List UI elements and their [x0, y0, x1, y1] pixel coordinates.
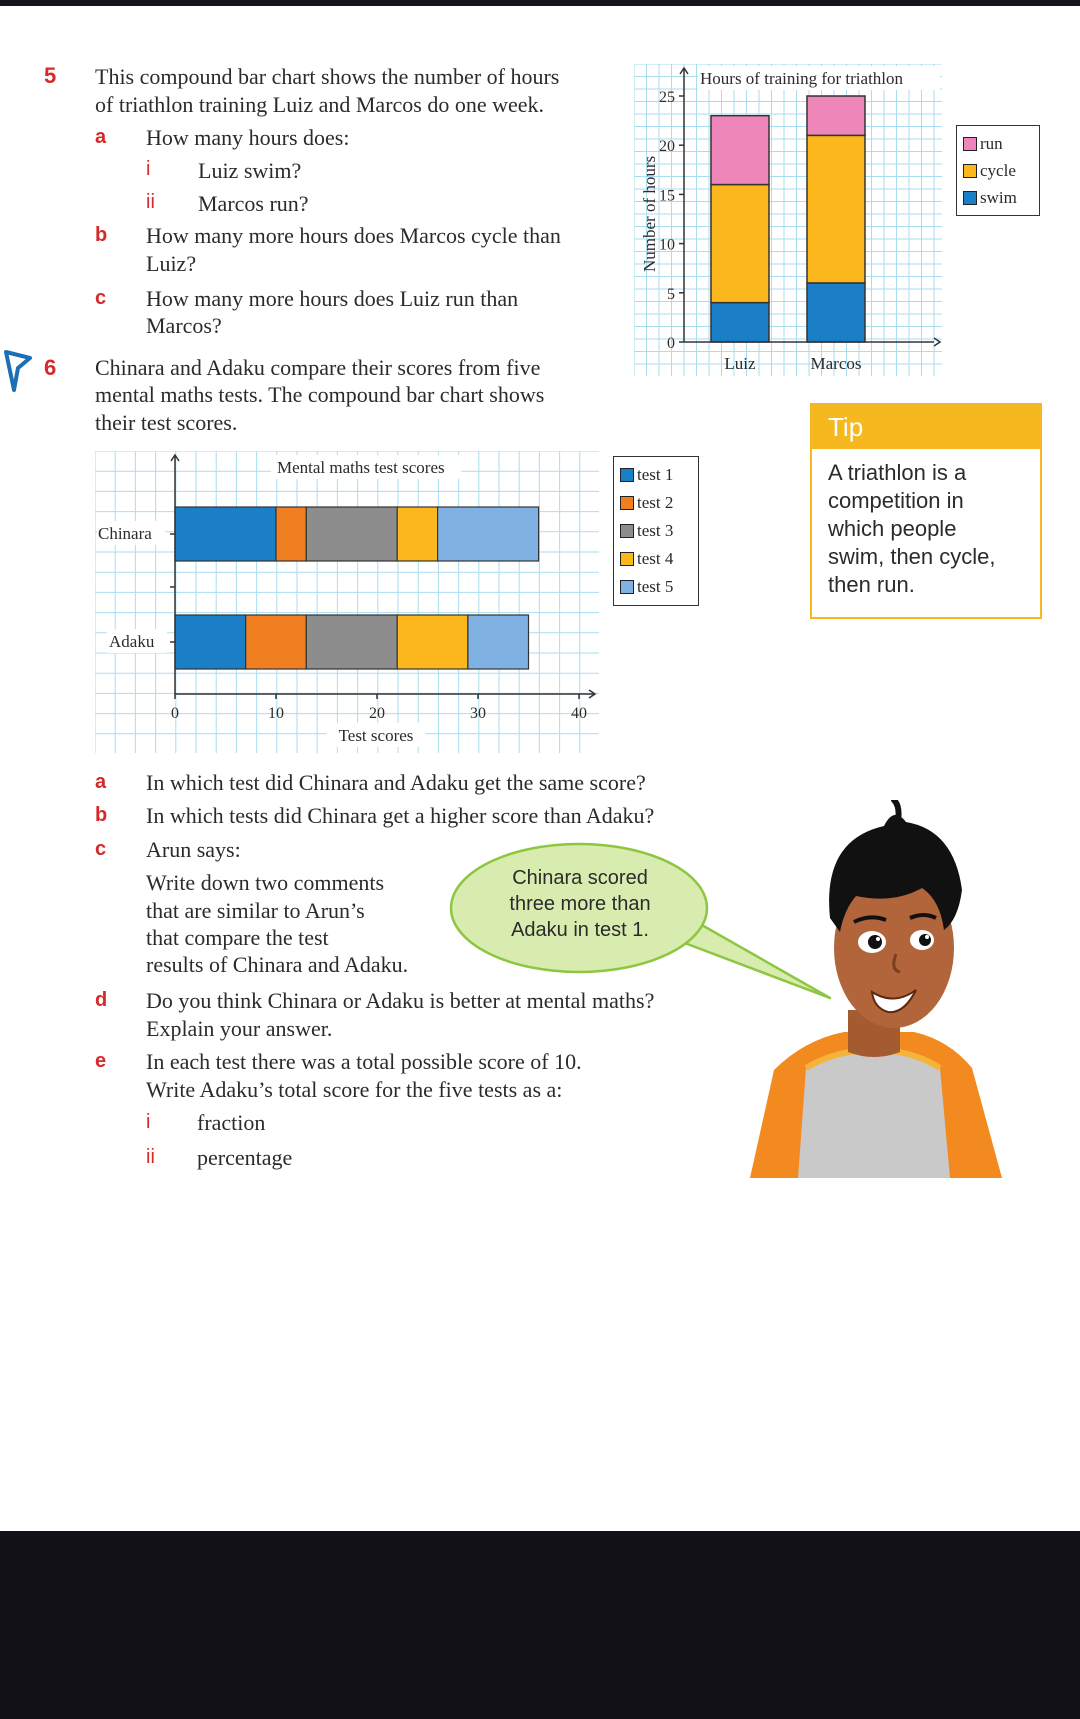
tip-title: Tip: [812, 405, 1040, 449]
mental-maths-category-adaku: Adaku: [109, 632, 155, 651]
q6-c-text: Arun says:: [146, 837, 241, 862]
triathlon-chart: [634, 64, 942, 376]
q6-e-ii-text: percentage: [197, 1145, 293, 1170]
q6-c-line3: that compare the test: [146, 925, 329, 950]
q5-a-i-text: Luiz swim?: [198, 158, 302, 183]
mental-maths-category-chinara: Chinara: [98, 524, 152, 543]
bar-adaku-test2: [246, 615, 307, 669]
y-tick-label: 10: [659, 236, 675, 254]
q6-b-label: b: [95, 804, 108, 826]
q6-c-label: c: [95, 838, 107, 860]
speech-line2: three more than: [509, 893, 651, 915]
cycle-swatch: [963, 164, 977, 178]
speech-line1: Chinara scored: [512, 867, 648, 889]
tip-line2: competition in: [828, 488, 964, 513]
bar-marcos-swim: [807, 283, 865, 342]
bar-adaku-test5: [468, 615, 529, 669]
arun-illustration: [744, 800, 1006, 1178]
tip-line1: A triathlon is a: [828, 460, 967, 485]
legend-label-test1: test 1: [637, 465, 674, 484]
q6-e-label: e: [95, 1050, 107, 1072]
speech-bubble-text: [470, 865, 690, 943]
q5-b-label: b: [95, 224, 108, 246]
test2-swatch: [620, 496, 634, 510]
x-tick-label: 20: [369, 705, 385, 722]
q6-intro-line2: mental maths tests. The compound bar chart shows: [95, 382, 545, 407]
q6-d-line1: Do you think Chinara or Adaku is better at mental maths?: [146, 988, 655, 1013]
q5-a-ii-text: Marcos run?: [198, 191, 309, 216]
bar-luiz-cycle: [711, 185, 769, 303]
triathlon-category-luiz: Luiz: [724, 354, 756, 373]
tip-line3: which people: [828, 516, 957, 541]
q6-e-line1: In each test there was a total possible score of 10.: [146, 1049, 582, 1074]
test4-swatch: [620, 552, 634, 566]
swim-swatch: [963, 191, 977, 205]
q6-a-label: a: [95, 771, 107, 793]
bar-marcos-cycle: [807, 135, 865, 283]
bar-chinara-test4: [397, 507, 437, 561]
mental-maths-chart-svg: [95, 451, 599, 753]
q6-e-i-text: fraction: [197, 1110, 266, 1135]
legend-label-test5: test 5: [637, 577, 674, 596]
x-tick-label: 30: [470, 705, 486, 722]
q5-a-ii-label: ii: [146, 191, 155, 213]
bar-adaku-test4: [397, 615, 468, 669]
q6-d-label: d: [95, 989, 108, 1011]
triathlon-title: Hours of training for triathlon: [700, 69, 904, 88]
q5-a-label: a: [95, 126, 107, 148]
q6-c-line1: Write down two comments: [146, 870, 385, 895]
bar-adaku-test3: [306, 615, 397, 669]
q6-c-line2: that are similar to Arun’s: [146, 898, 365, 923]
q6-b-text: In which tests did Chinara get a higher score than Adaku?: [146, 803, 655, 828]
q5-intro-line2: of triathlon training Luiz and Marcos do one week.: [95, 92, 545, 117]
y-tick-label: 5: [667, 285, 675, 303]
triathlon-chart-svg: [634, 64, 942, 376]
y-tick-label: 0: [667, 335, 675, 352]
test1-swatch: [620, 468, 634, 482]
mental-maths-axes: [170, 455, 595, 722]
triathlon-bars: [711, 96, 865, 342]
q6-a-text: In which test did Chinara and Adaku get the same score?: [146, 770, 646, 795]
x-tick-label: 0: [171, 705, 179, 722]
bar-chinara-test5: [438, 507, 539, 561]
mental-maths-bars: [175, 507, 539, 669]
legend-label-run: run: [980, 134, 1003, 153]
y-tick-label: 15: [659, 187, 675, 205]
legend-item-test2: [620, 489, 692, 517]
extension-flag-icon: [4, 350, 32, 392]
legend-item-test1: [620, 461, 692, 489]
q5-c-line2: Marcos?: [146, 313, 222, 338]
test5-swatch: [620, 580, 634, 594]
x-tick-label: 10: [268, 705, 284, 722]
q5-c-label: c: [95, 287, 107, 309]
triathlon-category-marcos: Marcos: [810, 354, 862, 373]
q6-e-ii-label: ii: [146, 1146, 155, 1168]
legend-label-test4: test 4: [637, 549, 674, 568]
q6-c-line4: results of Chinara and Adaku.: [146, 952, 409, 977]
triathlon-grid: [634, 64, 942, 376]
bar-luiz-swim: [711, 303, 769, 342]
q5-b-line1: How many more hours does Marcos cycle than: [146, 223, 561, 248]
question-5-number: 5: [44, 63, 57, 88]
tip-line4: swim, then cycle,: [828, 544, 996, 569]
test3-swatch: [620, 524, 634, 538]
tip-line5: then run.: [828, 572, 915, 597]
triathlon-axes: [659, 68, 940, 352]
q5-a-text: How many hours does:: [146, 125, 350, 150]
legend-item-test4: [620, 545, 692, 573]
bar-marcos-run: [807, 96, 865, 135]
legend-item-cycle: [963, 157, 1033, 184]
q6-intro-line1: Chinara and Adaku compare their scores from five: [95, 355, 541, 380]
y-tick-label: 25: [659, 89, 675, 106]
legend-label-cycle: cycle: [980, 161, 1016, 180]
question-6-number: 6: [44, 355, 57, 380]
bar-chinara-test3: [306, 507, 397, 561]
bar-chinara-test1: [175, 507, 276, 561]
q5-intro-line1: This compound bar chart shows the number of hours: [95, 64, 560, 89]
legend-item-run: [963, 130, 1033, 157]
arun-grey-vest: [798, 1046, 950, 1178]
bar-luiz-run: [711, 116, 769, 185]
triathlon-y-label: Number of hours: [640, 155, 659, 272]
mental-maths-title: Mental maths test scores: [277, 458, 445, 477]
mental-maths-chart: [95, 451, 599, 753]
bar-chinara-test2: [276, 507, 306, 561]
x-tick-label: 40: [571, 705, 587, 722]
legend-label-test2: test 2: [637, 493, 674, 512]
legend-label-swim: swim: [980, 188, 1017, 207]
q6-intro-line3: their test scores.: [95, 410, 238, 435]
triathlon-legend: [956, 125, 1040, 216]
tip-box: [810, 403, 1042, 619]
mental-maths-x-label: Test scores: [338, 726, 414, 745]
q6-e-line2: Write Adaku’s total score for the five tests as a:: [146, 1077, 563, 1102]
speech-line3: Adaku in test 1.: [511, 919, 649, 941]
y-tick-label: 20: [659, 138, 675, 156]
bottom-bar: [0, 1531, 1080, 1719]
legend-item-test5: [620, 573, 692, 601]
q6-d-line2: Explain your answer.: [146, 1016, 333, 1041]
run-swatch: [963, 137, 977, 151]
tip-body: [812, 449, 1040, 599]
legend-item-swim: [963, 184, 1033, 211]
bar-adaku-test1: [175, 615, 246, 669]
q5-c-line1: How many more hours does Luiz run than: [146, 286, 519, 311]
q6-e-i-label: i: [146, 1111, 151, 1133]
legend-label-test3: test 3: [637, 521, 674, 540]
mental-maths-legend: [613, 456, 699, 606]
top-bar: [0, 0, 1080, 6]
legend-item-test3: [620, 517, 692, 545]
q5-a-i-label: i: [146, 158, 151, 180]
q5-b-line2: Luiz?: [146, 251, 197, 276]
